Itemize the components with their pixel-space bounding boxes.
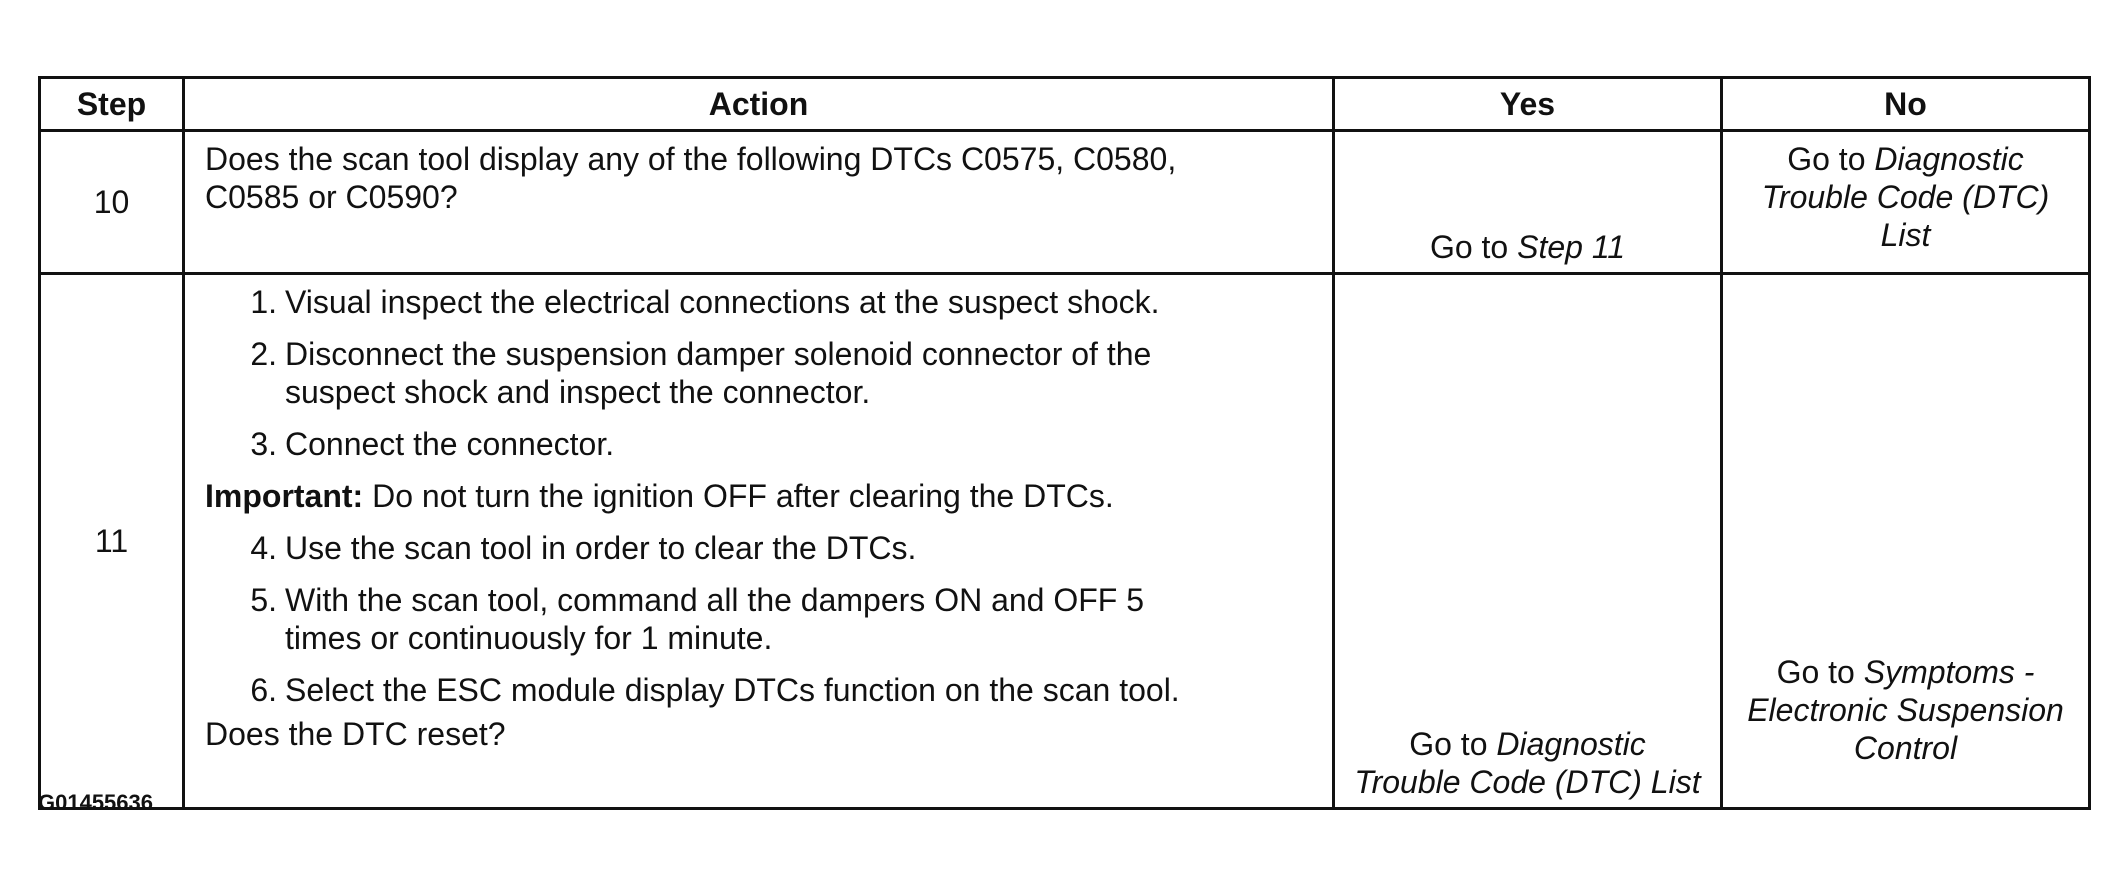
item-number: 1. (250, 284, 277, 320)
action-question: Does the scan tool display any of the following DTCs C0575, C0580, C0585 or C0590? (205, 141, 1177, 215)
diagnostic-table (38, 76, 2091, 810)
yes-link-step-11[interactable]: Step 11 (1517, 229, 1626, 265)
no-link-symptoms-esc[interactable]: Symptoms - Electronic Suspension Control (1747, 654, 2064, 766)
list-item (205, 529, 1312, 567)
item-number: 6. (250, 672, 277, 708)
list-item (205, 425, 1312, 463)
figure-code: G01455636 (38, 790, 153, 815)
no-prefix: Go to (1787, 141, 1875, 177)
action-cell (184, 131, 1334, 274)
action-cell (184, 274, 1334, 809)
no-link-dtc-list[interactable]: Diagnostic Trouble Code (DTC) List (1761, 141, 2050, 253)
item-number: 4. (250, 530, 277, 566)
yes-cell (1334, 131, 1722, 274)
list-item (205, 581, 1312, 657)
item-text: Disconnect the suspension damper solenoid connector of the suspect shock and inspect the connector. (285, 336, 1152, 410)
list-item (205, 283, 1312, 321)
header-no: No (1722, 78, 2090, 131)
list-item (205, 671, 1312, 709)
step-number: 10 (40, 131, 184, 274)
item-number: 5. (250, 582, 277, 618)
procedure-list-1 (205, 283, 1312, 463)
item-text: With the scan tool, command all the dampers ON and OFF 5 times or continuously for 1 minute. (285, 582, 1145, 656)
yes-prefix: Go to (1409, 726, 1497, 762)
yes-cell (1334, 274, 1722, 809)
header-yes: Yes (1334, 78, 1722, 131)
no-cell (1722, 274, 2090, 809)
yes-prefix: Go to (1429, 229, 1518, 265)
no-prefix: Go to (1776, 654, 1864, 690)
step-number: 11 (40, 274, 184, 809)
header-row (40, 78, 2090, 131)
yes-link-dtc-list[interactable]: Diagnostic Trouble Code (DTC) List (1354, 726, 1701, 800)
item-text: Connect the connector. (285, 426, 615, 462)
item-text: Select the ESC module display DTCs function on the scan tool. (285, 672, 1180, 708)
table-row-step-11 (40, 274, 2090, 809)
item-text: Visual inspect the electrical connections at the suspect shock. (285, 284, 1160, 320)
item-number: 3. (250, 426, 277, 462)
header-action: Action (184, 78, 1334, 131)
important-label: Important: (205, 478, 364, 514)
item-number: 2. (250, 336, 277, 372)
no-cell (1722, 131, 2090, 274)
item-text: Use the scan tool in order to clear the DTCs. (285, 530, 917, 566)
important-note (205, 477, 1312, 515)
table-row-step-10 (40, 131, 2090, 274)
important-text: Do not turn the ignition OFF after clearing the DTCs. (363, 478, 1114, 514)
procedure-list-2 (205, 529, 1312, 709)
list-item (205, 335, 1312, 411)
header-step: Step (40, 78, 184, 131)
action-question: Does the DTC reset? (205, 716, 506, 752)
